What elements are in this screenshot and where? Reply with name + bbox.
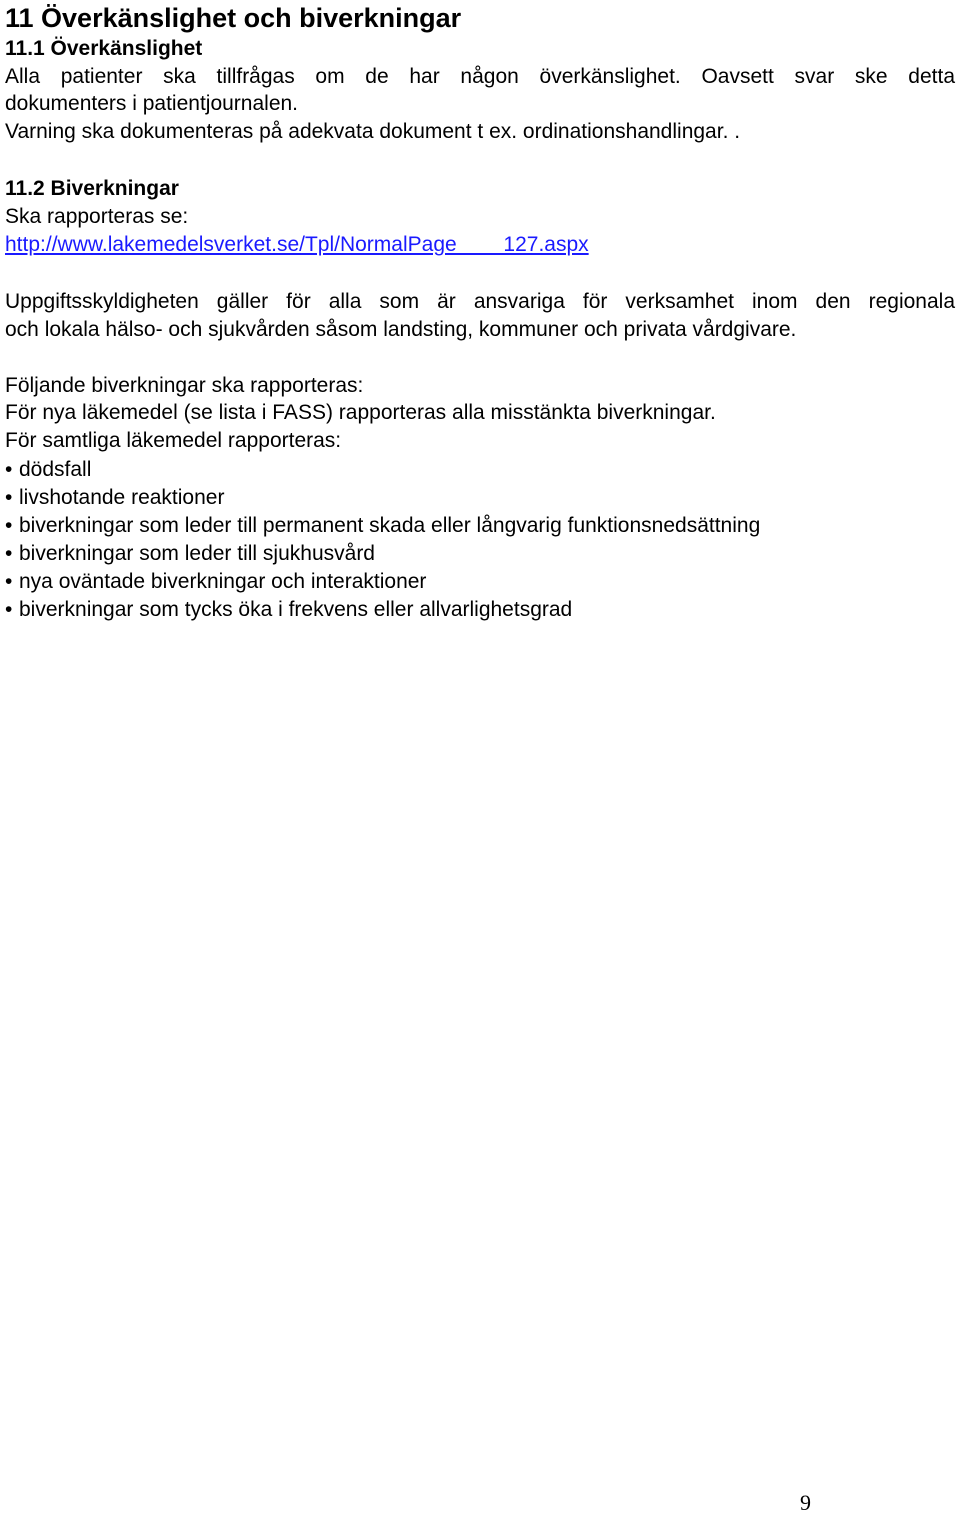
lakemedelsverket-link-line bbox=[5, 232, 589, 258]
section-title: 11 Överkänslighet och biverkningar bbox=[5, 3, 462, 33]
report-line-3: För samtliga läkemedel rapporteras: bbox=[5, 429, 342, 452]
biverkningar-intro: Ska rapporteras se: bbox=[5, 205, 189, 228]
bullet-icon: • bbox=[5, 598, 13, 621]
list-item bbox=[5, 568, 760, 596]
list-item-text: dödsfall bbox=[19, 458, 92, 481]
bullet-icon: • bbox=[5, 514, 13, 537]
list-item bbox=[5, 456, 760, 484]
list-item bbox=[5, 596, 760, 624]
overkanslighet-line-2: dokumenters i patientjournalen. bbox=[5, 92, 299, 115]
bullet-icon: • bbox=[5, 542, 13, 565]
bullet-icon: • bbox=[5, 570, 13, 593]
overkanslighet-line-1: Alla patienter ska tillfrågas om de har någon överkänslighet. Oavsett svar ske detta bbox=[5, 65, 955, 88]
subsection-heading-overkanslighet: 11.1 Överkänslighet bbox=[5, 37, 203, 60]
list-item-text: biverkningar som leder till sjukhusvård bbox=[19, 542, 375, 565]
list-item-text: biverkningar som leder till permanent skada eller långvarig funktionsnedsättning bbox=[19, 514, 761, 537]
list-item bbox=[5, 484, 760, 512]
bullet-icon: • bbox=[5, 458, 13, 481]
uppgiftsskyldighet-line-1: Uppgiftsskyldigheten gäller för alla som är ansvariga för verksamhet inom den regionala bbox=[5, 290, 955, 313]
list-item bbox=[5, 512, 760, 540]
lakemedelsverket-link[interactable]: http://www.lakemedelsverket.se/Tpl/NormalPage____127.aspx bbox=[5, 233, 589, 256]
uppgiftsskyldighet-line-2: och lokala hälso- och sjukvården såsom landsting, kommuner och privata vårdgivare. bbox=[5, 318, 797, 341]
bullet-icon: • bbox=[5, 486, 13, 509]
biverkningar-bullet-list bbox=[5, 456, 760, 624]
page-number: 9 bbox=[800, 1490, 811, 1515]
report-line-1: Följande biverkningar ska rapporteras: bbox=[5, 374, 364, 397]
list-item-text: biverkningar som tycks öka i frekvens eller allvarlighetsgrad bbox=[19, 598, 573, 621]
list-item bbox=[5, 540, 760, 568]
list-item-text: livshotande reaktioner bbox=[19, 486, 225, 509]
list-item-text: nya oväntade biverkningar och interaktioner bbox=[19, 570, 427, 593]
subsection-heading-biverkningar: 11.2 Biverkningar bbox=[5, 177, 179, 200]
overkanslighet-line-3: Varning ska dokumenteras på adekvata dokument t ex. ordinationshandlingar. . bbox=[5, 120, 741, 143]
report-line-2: För nya läkemedel (se lista i FASS) rapporteras alla misstänkta biverkningar. bbox=[5, 401, 716, 424]
